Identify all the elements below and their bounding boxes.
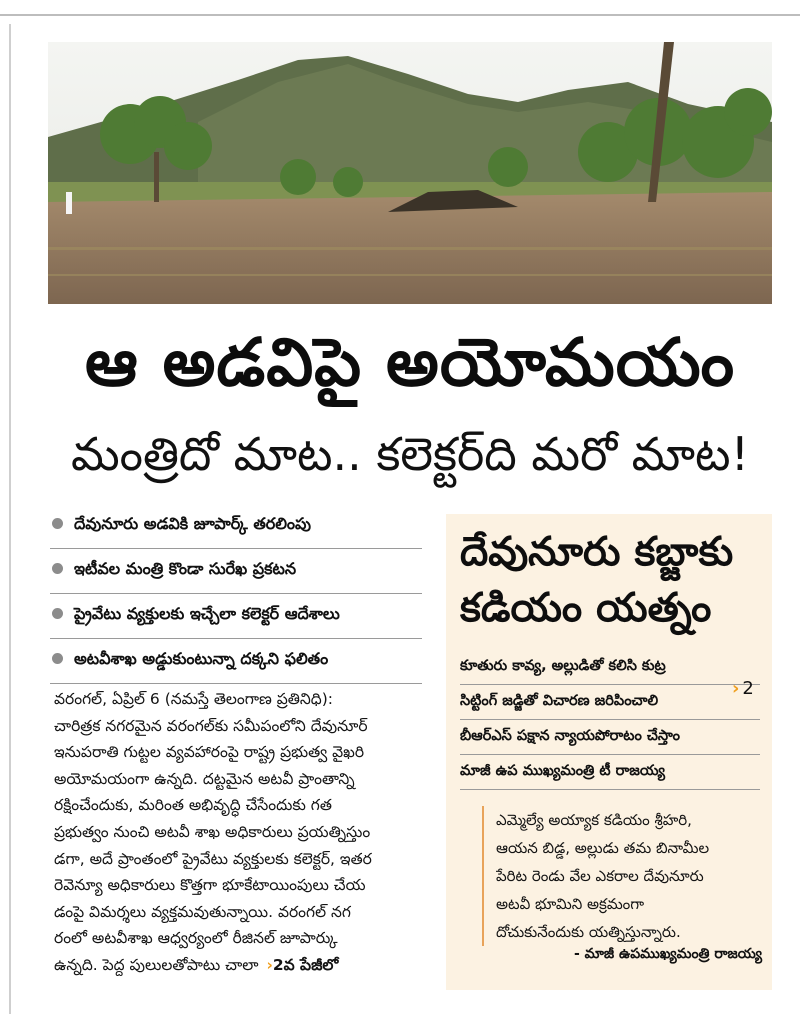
sidebar-point: బీఆర్‌ఎస్‌ పక్షాన న్యాయపోరాటం చేస్తాం [460,720,760,755]
highlight-item: ఇటీవల మంత్రి కొండా సురేఖ ప్రకటన [50,549,422,594]
highlight-item: ప్రైవేటు వ్యక్తులకు ఇచ్చేలా కలెక్టర్‌ ఆదేశాలు [50,594,422,639]
bullet-icon [52,653,63,664]
article-line: డంపై విమర్శలు వ్యక్తమవుతున్నాయి. వరంగల్‌ నగ [54,902,351,921]
article-line: ఇనుపరాతి గుట్టల వ్యవహారంపై రాష్ట్ర ప్రభుత్వ వైఖరి [54,743,365,762]
page-reference: › 2 [732,678,754,699]
forest-photo [48,42,772,304]
article-last-line: ఉన్నది. పెద్ద పులులతోపాటు చాలా ›2వ పేజీలో [54,955,339,974]
page-ref-arrow-icon: › [732,678,740,699]
sidebar-point: కూతురు కావ్య, అల్లుడితో కలిసి కుట్ర [460,650,760,685]
article-line: చారిత్రక నగరమైన వరంగల్‌కు సమీపంలోని దేవునూర్‌ [54,716,368,735]
main-headline: ఆ అడవిపై అయోమయం [84,324,736,401]
sidebar-headline: దేవునూరు కబ్జాకు కడియం యత్నం [460,529,734,631]
article-line: ప్రభుత్వం నుంచి అటవీ శాఖ అధికారులు ప్రయత్నిస్తుం [54,822,371,841]
article-line: అయోమయంగా ఉన్నది. దట్టమైన అటవీ ప్రాంతాన్ని [54,769,355,788]
highlight-item: అటవీశాఖ అడ్డుకుంటున్నా దక్కని ఫలితం [50,639,422,684]
article-line: రక్షించేందుకు, మరింత అభివృద్ధి చేసేందుకు గత [54,796,332,815]
continued-on-page: 2వ పేజీలో [272,955,339,974]
top-rule [0,14,800,16]
sidebar-point: సిట్టింగ్‌ జడ్జితో విచారణ జరిపించాలి [460,685,760,720]
bullet-icon [52,608,63,619]
article-line: రెవెన్యూ అధికారులు కొత్తగా భూకేటాయింపులు చేయ [54,876,366,895]
left-column-rule [9,24,11,1014]
article-dateline: వరంగల్‌, ఏప్రిల్‌ 6 (నమస్తే తెలంగాణ ప్రతినిధి): [54,690,333,708]
bullet-icon [52,563,63,574]
sidebar-quote: ఎమ్మెల్యే అయ్యాక కడియం శ్రీహరి, ఆయన బిడ్డ, అల్లుడు తమ బినామీల పేరిట రెండు వేల ఎకరాల దేవునూరు అటవీ భూమిని అక్రమంగా దోచుకునేందుకు యత్నిస్తున్నారు. [482,806,778,946]
quote-attribution: - మాజీ ఉపముఖ్యమంత్రి రాజయ్య [573,946,762,962]
highlights-list [50,504,422,684]
continue-arrow-icon: › [266,955,273,974]
sub-headline: మంత్రిదో మాట.. కలెక్టర్‌ది మరో మాట! [70,427,750,481]
sidebar-point: మాజీ ఉప ముఖ్యమంత్రి టీ రాజయ్య [460,755,760,790]
article-body [54,686,424,979]
highlight-item: దేవునూరు అడవికి జూపార్క్‌ తరలింపు [50,504,422,549]
bullet-icon [52,518,63,529]
article-line: డగా, అదే ప్రాంతంలో ప్రైవేటు వ్యక్తులకు కలెక్టర్‌, ఇతర [54,849,372,868]
sidebar-points [460,650,760,790]
article-line: రంలో అటవీశాఖ ఆధ్వర్యంలో రీజినల్‌ జూపార్కు [54,929,338,948]
